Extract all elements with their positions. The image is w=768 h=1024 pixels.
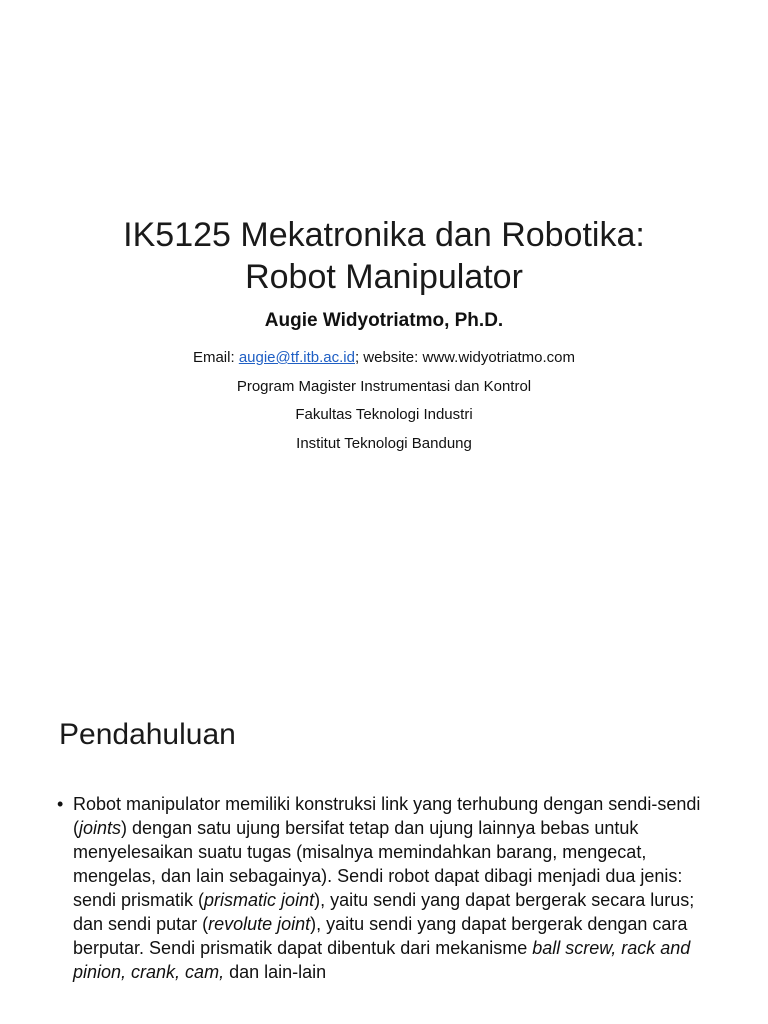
text-run: ) dengan satu ujung bersifat tetap dan ujung lainnya bebas untuk menyelesaikan suatu tugas (misalnya memindahkan barang, mengecat, mengelas, dan lain sebagainya). Sendi robot dapat dibagi menjadi dua jenis: sendi prismatik ( bbox=[73, 818, 683, 910]
text-run: ), yaitu sendi yang dapat bergerak secara lurus; dan sendi putar ( bbox=[73, 890, 695, 934]
program-line: Program Magister Instrumentasi dan Kontrol bbox=[236, 377, 532, 395]
italic-term: joints bbox=[79, 818, 122, 838]
title-line-1: IK5125 Mekatronika dan Robotika: bbox=[123, 216, 645, 254]
title-line-2: Robot Manipulator bbox=[245, 258, 523, 296]
italic-term: prismatic joint bbox=[204, 890, 315, 910]
email-line bbox=[0, 344, 768, 373]
email-link[interactable]: augie@tf.itb.ac.id bbox=[238, 349, 355, 366]
contact-info bbox=[0, 344, 768, 458]
bullet-text bbox=[73, 792, 727, 984]
bullet-icon: • bbox=[57, 794, 64, 814]
author-name: Augie Widyotriatmo, Ph.D. bbox=[264, 310, 504, 331]
institute-line: Institut Teknologi Bandung bbox=[296, 434, 472, 452]
section-heading: Pendahuluan bbox=[59, 718, 236, 751]
text-run: ), yaitu sendi yang dapat bergerak dengan cara berputar. Sendi prismatik dapat dibentuk dari mekanisme bbox=[73, 914, 688, 958]
website-text: ; website: www.widyotriatmo.com bbox=[354, 349, 576, 366]
content-slide bbox=[0, 700, 768, 1024]
slide-title bbox=[0, 214, 768, 298]
bullet-item bbox=[57, 792, 727, 984]
email-label: Email: bbox=[192, 349, 239, 366]
text-run: Robot manipulator memiliki konstruksi link yang terhubung dengan sendi-sendi ( bbox=[73, 794, 701, 838]
text-run: dan lain-lain bbox=[224, 962, 327, 982]
italic-term: revolute joint bbox=[208, 914, 311, 934]
italic-term: ball screw, rack and pinion, crank, cam, bbox=[73, 938, 691, 982]
faculty-line: Fakultas Teknologi Industri bbox=[295, 406, 473, 423]
